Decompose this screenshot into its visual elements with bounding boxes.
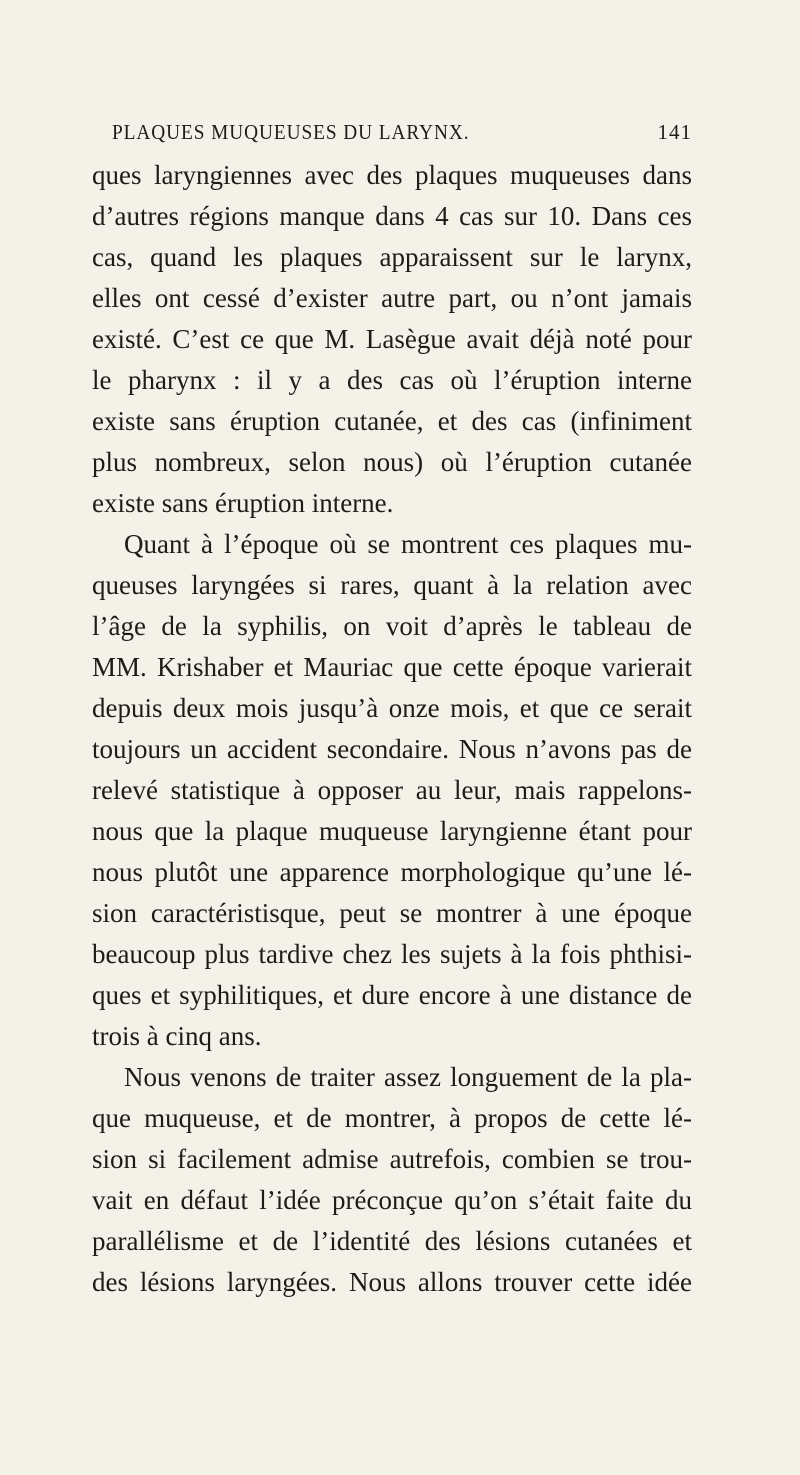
text-line: toujours un accident secondaire. Nous n’avons pas de <box>92 734 692 764</box>
paragraph-first-line: Nous venons de traiter assez longuement de la pla- <box>124 1062 692 1092</box>
text-line: des lésions laryngées. Nous allons trouver cette idée <box>92 1267 692 1297</box>
text-line: elles ont cessé d’exister autre part, ou n’ont jamais <box>92 283 692 313</box>
text-line: sion caractéristisque, peut se montrer à une époque <box>92 898 692 928</box>
running-head <box>112 120 692 150</box>
page-number: 141 <box>657 120 692 144</box>
paragraph-first-line: Quant à l’époque où se montrent ces plaques mu- <box>124 529 692 559</box>
text-line: trois à cinq ans. <box>92 1021 262 1051</box>
text-line: queuses laryngées si rares, quant à la relation avec <box>92 570 692 600</box>
text-line: nous plutôt une apparence morphologique qu’une lé- <box>92 857 692 887</box>
text-line: plus nombreux, selon nous) où l’éruption cutanée <box>92 447 692 477</box>
text-line: ques et syphilitiques, et dure encore à une distance de <box>92 980 692 1010</box>
text-line: d’autres régions manque dans 4 cas sur 10. Dans ces <box>92 201 692 231</box>
text-line: nous que la plaque muqueuse laryngienne étant pour <box>92 816 692 846</box>
text-line: ques laryngiennes avec des plaques muqueuses dans <box>92 160 692 190</box>
text-line: existe sans éruption cutanée, et des cas (infiniment <box>92 406 692 436</box>
text-line: existé. C’est ce que M. Lasègue avait déjà noté pour <box>92 324 692 354</box>
text-line: que muqueuse, et de montrer, à propos de cette lé- <box>92 1103 692 1133</box>
text-line: vait en défaut l’idée préconçue qu’on s’était faite du <box>92 1185 692 1215</box>
text-line: relevé statistique à opposer au leur, mais rappelons- <box>92 775 692 805</box>
body-text <box>92 155 692 1303</box>
text-line: parallélisme et de l’identité des lésions cutanées et <box>92 1226 692 1256</box>
text-line: beaucoup plus tardive chez les sujets à la fois phthisi- <box>92 939 692 969</box>
text-line: existe sans éruption interne. <box>92 488 394 518</box>
text-line: sion si facilement admise autrefois, combien se trou- <box>92 1144 692 1174</box>
text-line: l’âge de la syphilis, on voit d’après le tableau de <box>92 611 692 641</box>
text-line: depuis deux mois jusqu’à onze mois, et que ce serait <box>92 693 692 723</box>
text-line: MM. Krishaber et Mauriac que cette époque varierait <box>92 652 692 682</box>
running-title: PLAQUES MUQUEUSES DU LARYNX. <box>112 120 470 144</box>
text-line: le pharynx : il y a des cas où l’éruption interne <box>92 365 692 395</box>
text-line: cas, quand les plaques apparaissent sur le larynx, <box>92 242 692 272</box>
